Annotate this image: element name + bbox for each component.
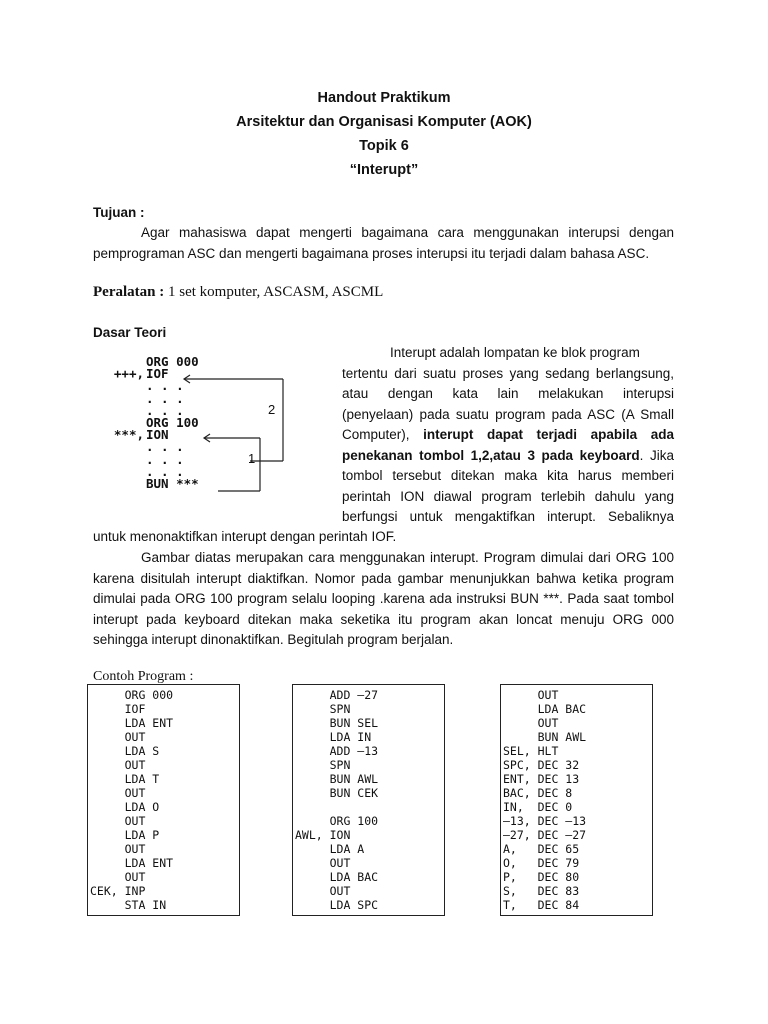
teori-line-5 <box>342 425 674 446</box>
code-line: OUT <box>503 688 559 702</box>
code-line: S, DEC 83 <box>503 884 580 898</box>
tujuan-label: Tujuan : <box>93 205 145 220</box>
code-line: LDA S <box>90 744 160 758</box>
diagram-line-code: . . . <box>146 463 184 479</box>
code-line: ADD –27 <box>295 688 379 702</box>
code-box-3 <box>500 684 653 916</box>
arrow-label-2: 2 <box>268 402 276 417</box>
code-line: BUN AWL <box>503 730 587 744</box>
teori-line-8: perintah ION diawal program terlebih dahulu yang <box>342 488 674 504</box>
diagram-line-code: . . . <box>146 402 184 418</box>
diagram-line-code: ORG 000 <box>146 354 199 369</box>
code-line: OUT <box>90 842 146 856</box>
teori-after-bold: . Jika <box>639 447 674 463</box>
diagram-line-code: . . . <box>146 451 184 467</box>
arrow-label-1: 1 <box>248 451 256 466</box>
code-line: LDA ENT <box>90 856 174 870</box>
diagram-line-code: . . . <box>146 390 184 406</box>
code-line <box>295 800 444 814</box>
code-line: A, DEC 65 <box>503 842 580 856</box>
code-line: LDA P <box>90 828 160 842</box>
code-line: LDA ENT <box>90 716 174 730</box>
code-line: STA IN <box>90 898 167 912</box>
teori-line-6 <box>342 446 674 467</box>
code-line: –27, DEC –27 <box>503 828 587 842</box>
teori-line-9: berfungsi untuk mengaktifkan interupt. Sebaliknya <box>342 509 674 524</box>
code-line: OUT <box>295 884 351 898</box>
code-box-2 <box>292 684 445 916</box>
diagram-line-code: . . . <box>146 378 184 394</box>
title-line-3: Topik 6 <box>359 138 409 154</box>
code-line: LDA SPC <box>295 898 379 912</box>
code-line: SPN <box>295 702 351 716</box>
code-line: BUN SEL <box>295 716 379 730</box>
teori-line-2: tertentu dari suatu proses yang sedang berlangsung, <box>342 365 674 381</box>
diagram-arrows <box>100 356 300 496</box>
code-line: OUT <box>295 856 351 870</box>
code-line: OUT <box>90 814 146 828</box>
teori-bold-b: penekanan tombol 1,2,atau 3 pada keyboard <box>342 447 640 463</box>
code-line: LDA A <box>295 842 365 856</box>
code-line: LDA BAC <box>503 702 587 716</box>
teori-full-line: untuk menonaktifkan interupt dengan perintah IOF. <box>93 529 397 544</box>
title-line-2: Arsitektur dan Organisasi Komputer (AOK) <box>236 114 532 130</box>
code-line: ENT, DEC 13 <box>503 772 580 786</box>
contoh-label: Contoh Program : <box>93 669 194 684</box>
teori-line-4: (penyelaan) pada suatu program pada ASC (A Small <box>342 406 674 422</box>
peralatan-row <box>93 284 383 301</box>
code-line: OUT <box>503 716 559 730</box>
teori-line-7: tombol tersebut ditekan maka kita harus memberi <box>342 468 674 483</box>
diagram-line-code: IOF <box>146 366 169 382</box>
dasar-teori-label: Dasar Teori <box>93 325 167 340</box>
teori-paragraph-2: Gambar diatas merupakan cara menggunakan interupt. Program dimulai dari ORG 100 karena disitulah interupt diaktifkan. Nomor pada gambar menunjukkan bahwa ketika program dimulai pada ORG 100 program selalu looping .karena ada instruksi BUN ***. Pada saat tombol interupt pada keyboard ditekan maka seketika itu program akan loncat menuju ORG 000 sehingga interupt dinonaktifkan. Begitulah program berjalan. <box>93 550 674 647</box>
code-line: OUT <box>90 786 146 800</box>
code-line: AWL, ION <box>295 828 351 842</box>
code-line: IOF <box>90 702 146 716</box>
peralatan-text: 1 set komputer, ASCASM, ASCML <box>167 284 384 300</box>
code-line: OUT <box>90 758 146 772</box>
code-line: BUN CEK <box>295 786 379 800</box>
teori-line-1: Interupt adalah lompatan ke blok program <box>390 345 640 360</box>
diagram-line-label: ***, <box>113 427 144 443</box>
code-line: SPN <box>295 758 351 772</box>
code-line: CEK, INP <box>90 884 146 898</box>
code-line: SEL, HLT <box>503 744 559 758</box>
diagram-line-code: ORG 100 <box>146 415 199 430</box>
code-box-1 <box>87 684 240 916</box>
code-line: ORG 100 <box>295 814 379 828</box>
teori-bold-a: interupt dapat terjadi apabila ada <box>423 427 674 442</box>
dasar-teori-right-text <box>342 343 674 528</box>
code-line: BUN AWL <box>295 772 379 786</box>
code-line: OUT <box>90 730 146 744</box>
code-line: –13, DEC –13 <box>503 814 587 828</box>
code-line: LDA T <box>90 772 160 786</box>
title-line-4: “Interupt” <box>349 162 419 178</box>
teori-line-5-text: Computer), <box>342 427 410 442</box>
code-line: ADD –13 <box>295 744 379 758</box>
code-line: LDA O <box>90 800 160 814</box>
teori-line-3: atau dengan kata lain melakukan interupsi <box>342 386 674 401</box>
code-line: ORG 000 <box>90 688 174 702</box>
code-line: LDA BAC <box>295 870 379 884</box>
peralatan-label: Peralatan : <box>93 284 165 300</box>
title-line-1: Handout Praktikum <box>317 90 451 106</box>
code-line: SPC, DEC 32 <box>503 758 580 772</box>
code-line: O, DEC 79 <box>503 856 580 870</box>
tujuan-text: Agar mahasiswa dapat mengerti bagaimana cara menggunakan interupsi dengan pemprograman ASC dan mengerti bagaimana proses interupsi itu terjadi dalam bahasa ASC. <box>93 225 674 261</box>
diagram-line-code: . . . <box>146 439 184 455</box>
code-line: T, DEC 84 <box>503 898 580 912</box>
code-line: OUT <box>90 870 146 884</box>
code-line: P, DEC 80 <box>503 870 580 884</box>
diagram-line-label: +++, <box>113 366 144 382</box>
diagram-line-code: BUN *** <box>146 476 199 491</box>
code-line: BAC, DEC 8 <box>503 786 573 800</box>
code-line: LDA IN <box>295 730 372 744</box>
interrupt-diagram <box>100 356 300 496</box>
diagram-line-code: ION <box>146 427 169 443</box>
code-line: IN, DEC 0 <box>503 800 573 814</box>
